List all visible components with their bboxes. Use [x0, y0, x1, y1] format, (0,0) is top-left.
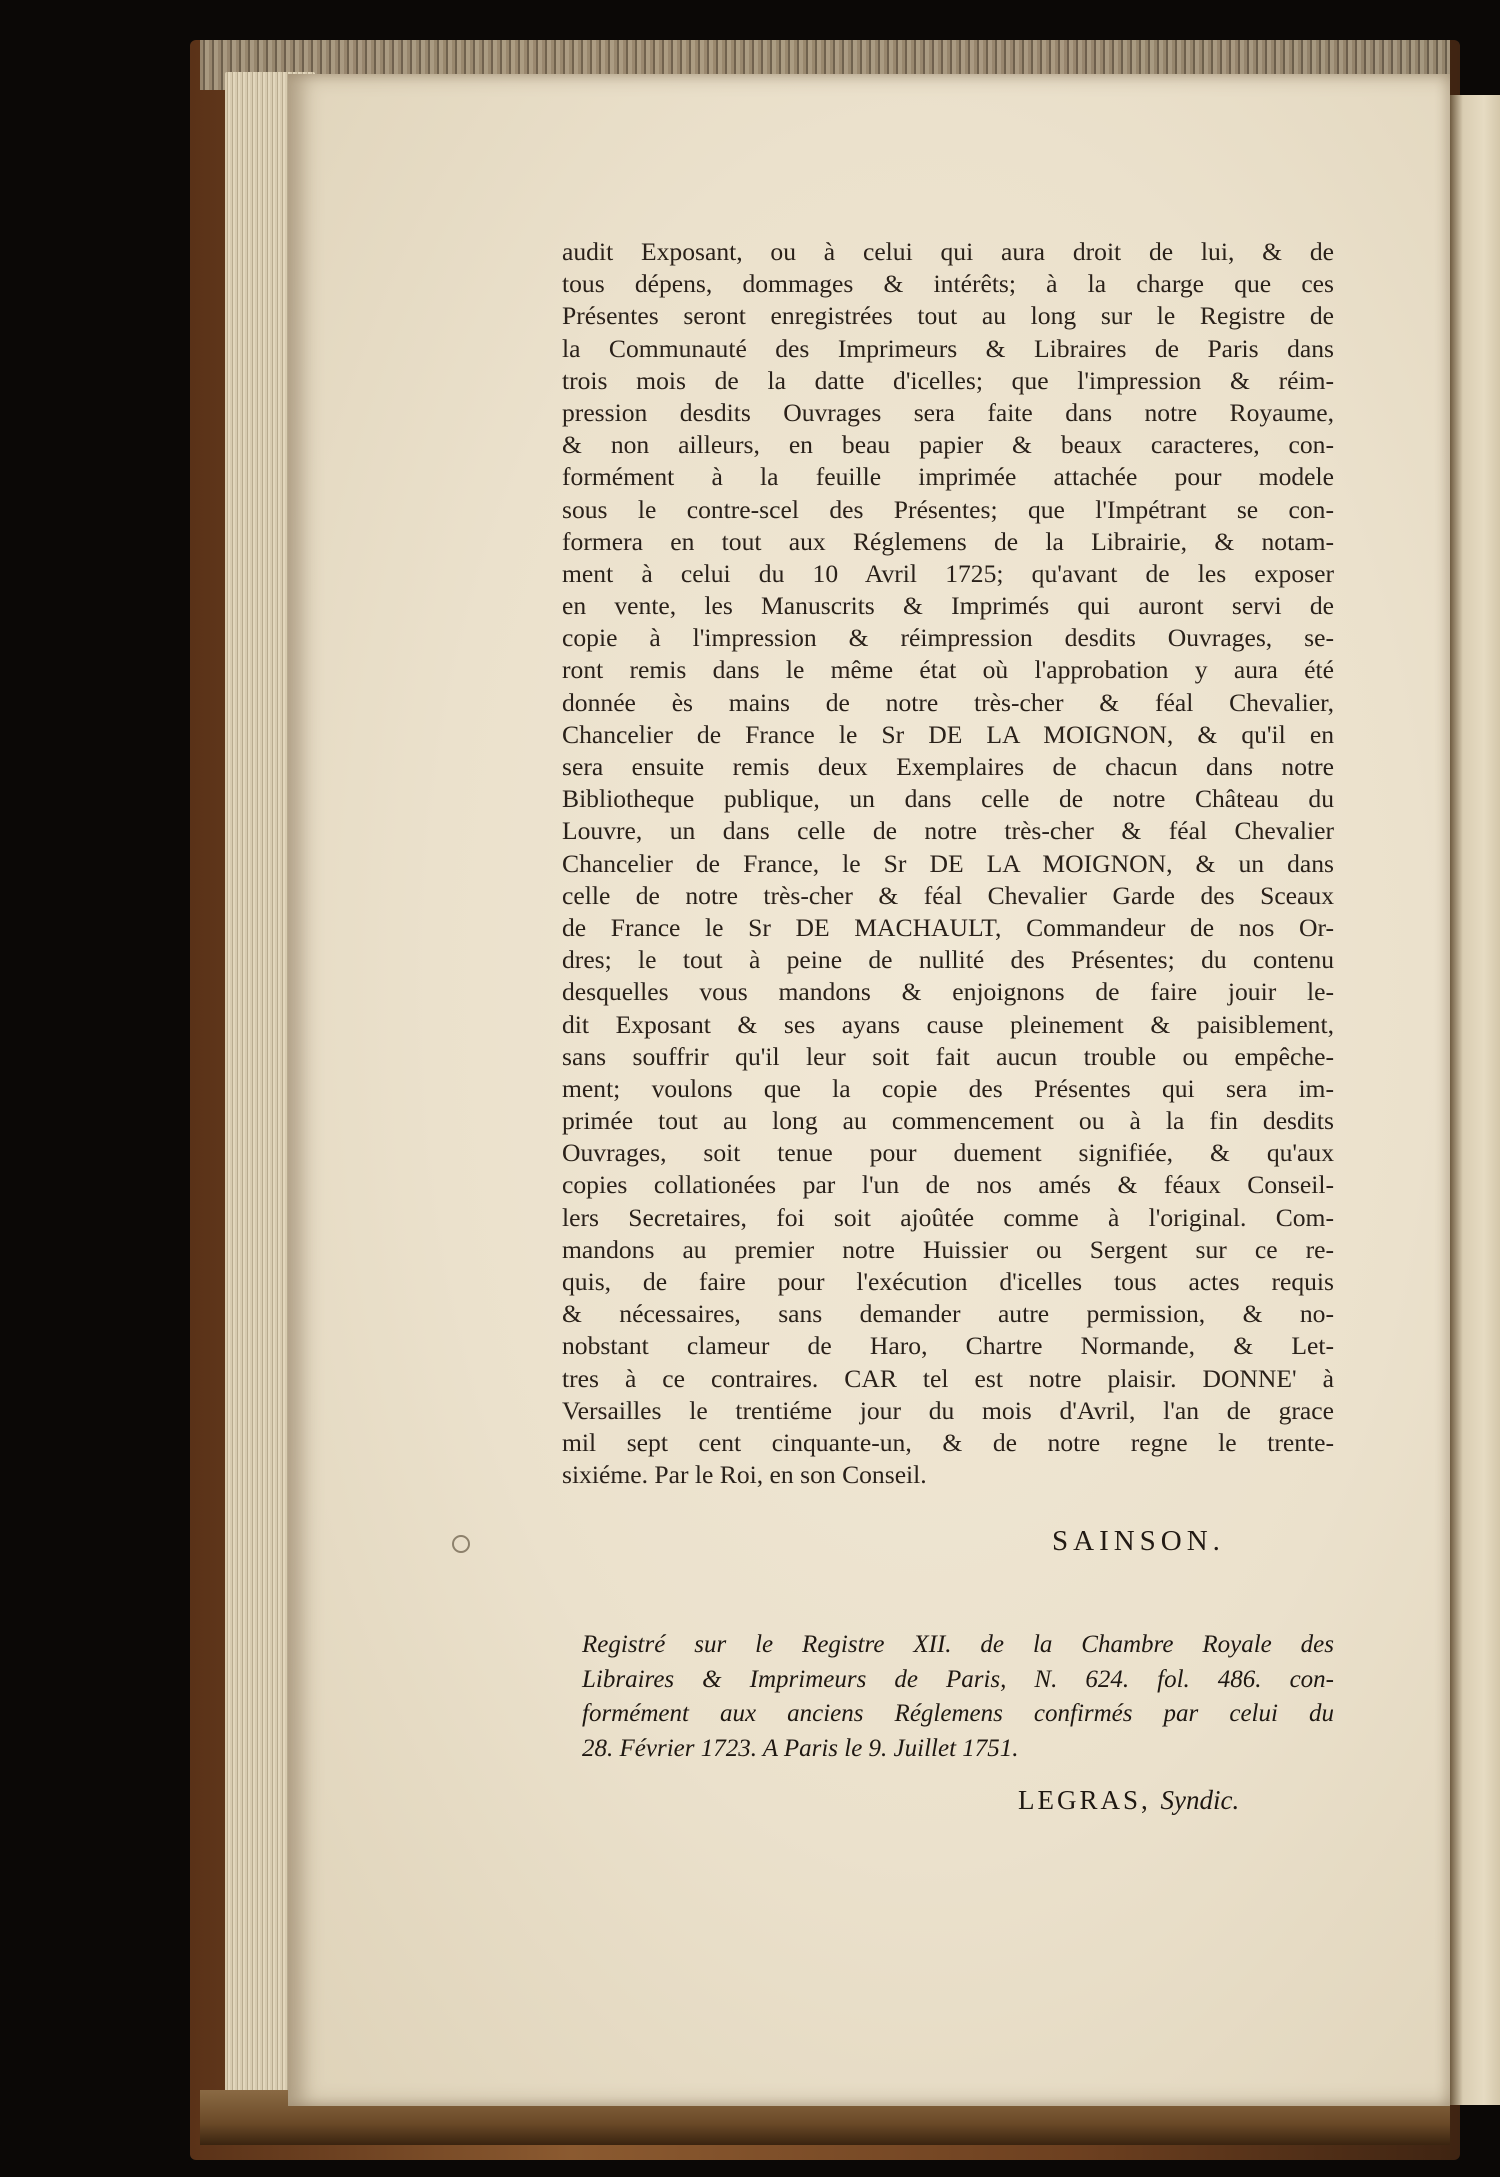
text-line: de France le Sr DE MACHAULT, Commandeur de nos Or-	[562, 912, 1334, 942]
text-line: Chancelier de France, le Sr DE LA MOIGNON, & un dans	[562, 848, 1334, 878]
text-line: ment; voulons que la copie des Présentes qui sera im-	[562, 1073, 1334, 1103]
text-line: nobstant clameur de Haro, Chartre Normande, & Let-	[562, 1331, 1334, 1361]
text-line: desquelles vous mandons & enjoignons de faire jouir le-	[562, 977, 1334, 1007]
text-line: ment à celui du 10 Avril 1725; qu'avant de les exposer	[562, 558, 1334, 588]
text-line: mandons au premier notre Huissier ou Sergent sur ce re-	[562, 1234, 1334, 1264]
text-line: la Communauté des Imprimeurs & Libraires de Paris dans	[562, 333, 1334, 363]
registry-line: Registré sur le Registre XII. de la Chambre Royale des	[582, 1631, 1334, 1658]
registry-line: 28. Février 1723. A Paris le 9. Juillet 1751.	[582, 1734, 1019, 1762]
text-line: tous dépens, dommages & intérêts; à la charge que ces	[562, 269, 1334, 299]
text-line: sans souffrir qu'il leur soit fait aucun trouble ou empêche-	[562, 1041, 1334, 1071]
text-line: copies collationées par l'un de nos amés & féaux Conseil-	[562, 1170, 1334, 1200]
text-line: dres; le tout à peine de nullité des Présentes; du contenu	[562, 945, 1334, 975]
text-line: formera en tout aux Réglemens de la Librairie, & notam-	[562, 526, 1334, 556]
registry-line: formément aux anciens Réglemens confirmés par celui du	[582, 1700, 1334, 1727]
text-line: Versailles le trentiéme jour du mois d'Avril, l'an de grace	[562, 1395, 1334, 1425]
text-line: sous le contre-scel des Présentes; que l'Impétrant se con-	[562, 494, 1334, 524]
text-line: lers Secretaires, foi soit ajoûtée comme à l'original. Com-	[562, 1202, 1334, 1232]
text-line: donnée ès mains de notre très-cher & féal Chevalier,	[562, 687, 1334, 717]
text-line: Présentes seront enregistrées tout au long sur le Registre de	[562, 301, 1334, 331]
text-line: sera ensuite remis deux Exemplaires de chacun dans notre	[562, 752, 1334, 781]
text-line: trois mois de la datte d'icelles; que l'impression & réim-	[562, 365, 1334, 395]
text-line: celle de notre très-cher & féal Chevalier Garde des Sceaux	[562, 880, 1334, 910]
syndic-name: LEGRAS,	[1018, 1785, 1151, 1815]
text-line: sixiéme. Par le Roi, en son Conseil.	[562, 1460, 927, 1490]
text-line: ront remis dans le même état où l'approbation y aura été	[562, 655, 1334, 685]
registry-line: Libraires & Imprimeurs de Paris, N. 624. fol. 486. con-	[582, 1665, 1334, 1693]
text-line: Chancelier de France le Sr DE LA MOIGNON, & qu'il en	[562, 719, 1334, 749]
text-line: Louvre, un dans celle de notre très-cher & féal Chevalier	[562, 816, 1334, 846]
registry-note	[582, 1628, 1334, 1766]
syndic-role: Syndic.	[1160, 1785, 1240, 1815]
text-line: quis, de faire pour l'exécution d'icelles tous actes requis	[562, 1267, 1334, 1296]
text-line: audit Exposant, ou à celui qui aura droit de lui, & de	[562, 237, 1334, 266]
syndic-signature	[1018, 1785, 1239, 1816]
text-line: mil sept cent cinquante-un, & de notre regne le trente-	[562, 1427, 1334, 1457]
text-line: formément à la feuille imprimée attachée pour modele	[562, 462, 1334, 492]
text-line: tres à ce contraires. CAR tel est notre plaisir. DONNE' à	[562, 1363, 1334, 1393]
privilege-text	[562, 236, 1334, 1491]
text-line: copie à l'impression & réimpression desdits Ouvrages, se-	[562, 623, 1334, 653]
text-line: & non ailleurs, en beau papier & beaux caracteres, con-	[562, 430, 1334, 460]
text-line: pression desdits Ouvrages sera faite dans notre Royaume,	[562, 397, 1334, 427]
text-line: Bibliotheque publique, un dans celle de notre Château du	[562, 784, 1334, 814]
paper-blemish	[452, 1535, 470, 1553]
text-line: primée tout au long au commencement ou à la fin desdits	[562, 1106, 1334, 1136]
text-line: dit Exposant & ses ayans cause pleinement & paisiblement,	[562, 1009, 1334, 1039]
text-line: Ouvrages, soit tenue pour duement signifiée, & qu'aux	[562, 1138, 1334, 1168]
signature-sainson: SAINSON.	[1052, 1525, 1225, 1557]
text-line: en vente, les Manuscrits & Imprimés qui auront servi de	[562, 591, 1334, 621]
facing-page-edge	[1448, 95, 1500, 2105]
text-line: & nécessaires, sans demander autre permission, & no-	[562, 1299, 1334, 1329]
